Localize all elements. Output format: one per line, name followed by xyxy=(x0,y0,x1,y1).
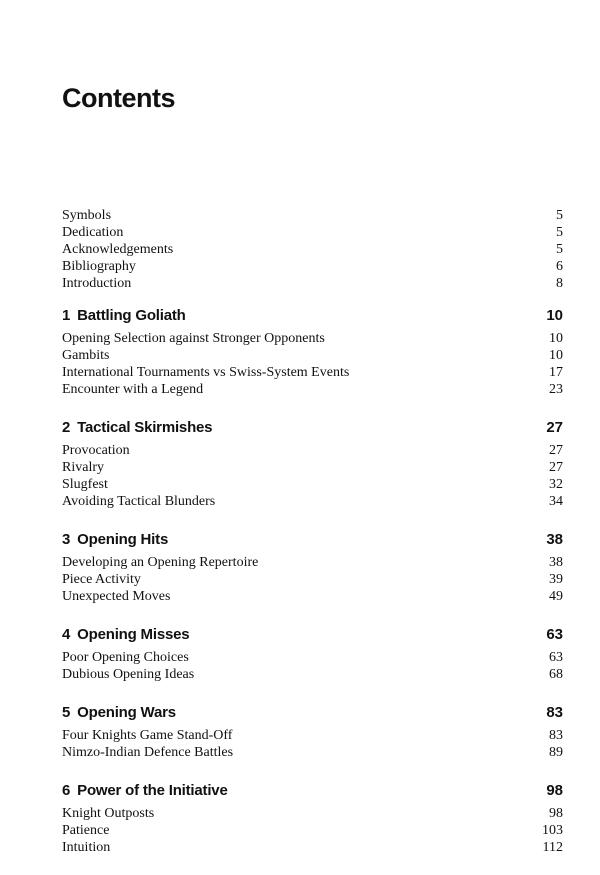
toc-entry-page: 17 xyxy=(549,365,563,380)
toc-entry[interactable] xyxy=(62,330,563,347)
toc-entry[interactable] xyxy=(62,839,563,856)
chapter-number: 5 xyxy=(62,704,71,721)
chapter-page: 98 xyxy=(546,782,563,799)
chapter-list xyxy=(62,305,563,875)
toc-entry-label: Avoiding Tactical Blunders xyxy=(62,494,216,509)
toc-entry[interactable] xyxy=(62,571,563,588)
toc-entry-label: Provocation xyxy=(62,443,130,458)
chapter-number: 6 xyxy=(62,782,71,799)
toc-entry-page: 8 xyxy=(556,276,563,291)
toc-entry[interactable] xyxy=(62,744,563,761)
chapter-title-group xyxy=(62,417,212,439)
toc-entry-page: 5 xyxy=(556,208,563,223)
toc-entry-page: 6 xyxy=(556,259,563,274)
chapter-title: Power of the Initiative xyxy=(77,782,228,799)
toc-entry-label: Opening Selection against Stronger Opponents xyxy=(62,331,325,346)
chapter-block xyxy=(62,702,563,761)
toc-entry-label: Acknowledgements xyxy=(62,242,174,257)
toc-entry[interactable] xyxy=(62,224,563,241)
toc-entry[interactable] xyxy=(62,588,563,605)
chapter-title-group xyxy=(62,529,168,551)
chapter-block xyxy=(62,780,563,856)
chapter-title: Battling Goliath xyxy=(77,307,186,324)
chapter-page: 38 xyxy=(546,531,563,548)
page-title: Contents xyxy=(62,83,175,113)
toc-entry-page: 112 xyxy=(542,840,563,855)
toc-entry[interactable] xyxy=(62,649,563,666)
toc-entry-label: Slugfest xyxy=(62,477,108,492)
chapter-number: 2 xyxy=(62,419,71,436)
toc-entry-label: Symbols xyxy=(62,208,112,223)
toc-entry-label: Four Knights Game Stand-Off xyxy=(62,728,233,743)
toc-entry[interactable] xyxy=(62,727,563,744)
chapter-heading[interactable] xyxy=(62,624,563,646)
chapter-page: 10 xyxy=(546,307,563,324)
toc-entry-label: Rivalry xyxy=(62,460,104,475)
toc-entry[interactable] xyxy=(62,822,563,839)
chapter-page: 83 xyxy=(546,704,563,721)
chapter-title: Opening Hits xyxy=(77,531,169,548)
toc-entry-label: International Tournaments vs Swiss-System Events xyxy=(62,365,350,380)
toc-entry-page: 34 xyxy=(549,494,563,509)
toc-entry-label: Intuition xyxy=(62,840,111,855)
chapter-title-group xyxy=(62,624,189,646)
toc-entry-page: 10 xyxy=(549,348,563,363)
toc-entry[interactable] xyxy=(62,364,563,381)
chapter-number: 4 xyxy=(62,626,71,643)
front-matter-list xyxy=(62,207,563,292)
toc-entry-label: Developing an Opening Repertoire xyxy=(62,555,259,570)
toc-entry-page: 27 xyxy=(549,443,563,458)
chapter-page: 27 xyxy=(546,419,563,436)
toc-entry-page: 98 xyxy=(549,806,563,821)
toc-entry[interactable] xyxy=(62,275,563,292)
chapter-heading[interactable] xyxy=(62,417,563,439)
toc-entry[interactable] xyxy=(62,554,563,571)
toc-entry-label: Bibliography xyxy=(62,259,136,274)
toc-entry[interactable] xyxy=(62,381,563,398)
toc-entry-page: 39 xyxy=(549,572,563,587)
chapter-block xyxy=(62,624,563,683)
toc-entry-label: Poor Opening Choices xyxy=(62,650,189,665)
toc-entry[interactable] xyxy=(62,207,563,224)
toc-entry-page: 89 xyxy=(549,745,563,760)
toc-entry-page: 103 xyxy=(542,823,563,838)
toc-entry[interactable] xyxy=(62,459,563,476)
toc-entry-label: Unexpected Moves xyxy=(62,589,171,604)
chapter-title: Opening Wars xyxy=(77,704,176,721)
chapter-title: Opening Misses xyxy=(77,626,190,643)
chapter-number: 1 xyxy=(62,307,71,324)
chapter-heading[interactable] xyxy=(62,529,563,551)
toc-entry-label: Dubious Opening Ideas xyxy=(62,667,195,682)
chapter-block xyxy=(62,417,563,510)
toc-entry-page: 49 xyxy=(549,589,563,604)
toc-entry-page: 5 xyxy=(556,225,563,240)
chapter-title-group xyxy=(62,305,186,327)
chapter-heading[interactable] xyxy=(62,702,563,724)
toc-entry[interactable] xyxy=(62,476,563,493)
toc-entry[interactable] xyxy=(62,493,563,510)
toc-entry[interactable] xyxy=(62,805,563,822)
toc-entry-label: Introduction xyxy=(62,276,132,291)
toc-entry-label: Dedication xyxy=(62,225,124,240)
chapter-title-group xyxy=(62,780,228,802)
toc-entry[interactable] xyxy=(62,666,563,683)
toc-entry-page: 38 xyxy=(549,555,563,570)
toc-entry-page: 63 xyxy=(549,650,563,665)
chapter-title: Tactical Skirmishes xyxy=(77,419,213,436)
toc-entry-page: 83 xyxy=(549,728,563,743)
toc-entry-page: 68 xyxy=(549,667,563,682)
chapter-page: 63 xyxy=(546,626,563,643)
chapter-heading[interactable] xyxy=(62,305,563,327)
toc-entry-label: Patience xyxy=(62,823,110,838)
toc-entry-label: Encounter with a Legend xyxy=(62,382,204,397)
toc-entry-label: Gambits xyxy=(62,348,110,363)
toc-entry[interactable] xyxy=(62,442,563,459)
toc-entry-label: Knight Outposts xyxy=(62,806,155,821)
toc-entry-page: 5 xyxy=(556,242,563,257)
toc-entry[interactable] xyxy=(62,258,563,275)
chapter-number: 3 xyxy=(62,531,71,548)
toc-entry-label: Nimzo-Indian Defence Battles xyxy=(62,745,234,760)
toc-entry-label: Piece Activity xyxy=(62,572,141,587)
toc-entry-page: 10 xyxy=(549,331,563,346)
toc-entry-page: 27 xyxy=(549,460,563,475)
chapter-block xyxy=(62,305,563,398)
chapter-heading[interactable] xyxy=(62,780,563,802)
toc-entry[interactable] xyxy=(62,347,563,364)
toc-entry-page: 23 xyxy=(549,382,563,397)
toc-entry-page: 32 xyxy=(549,477,563,492)
chapter-block xyxy=(62,529,563,605)
toc-entry[interactable] xyxy=(62,241,563,258)
chapter-title-group xyxy=(62,702,176,724)
